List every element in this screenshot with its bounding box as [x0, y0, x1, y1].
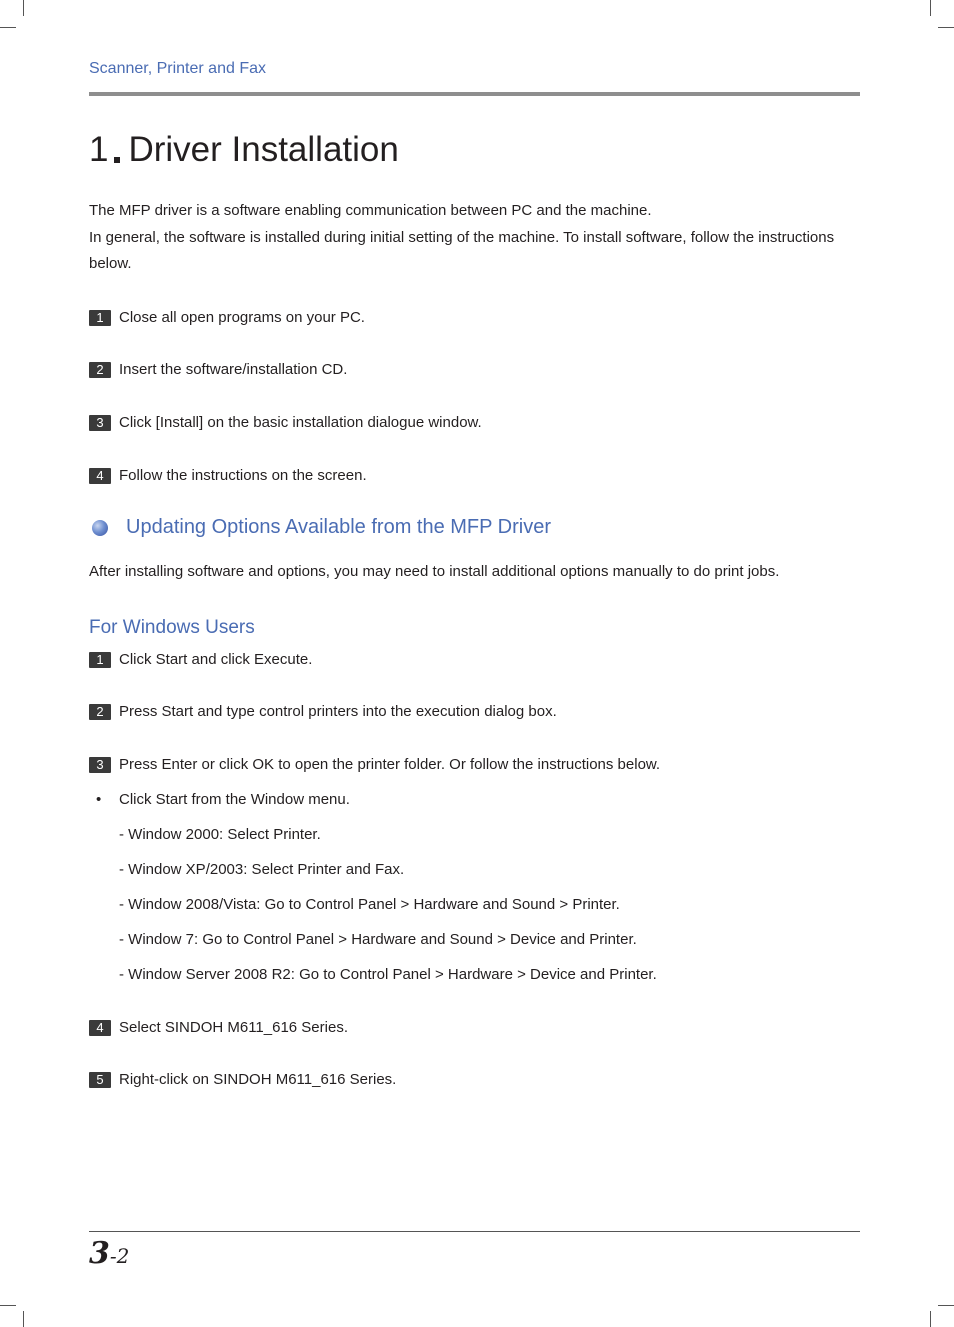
- step-number-badge: 4: [89, 1020, 111, 1036]
- page-number: [89, 1236, 129, 1271]
- sub-item: - Window 2000: Select Printer.: [119, 826, 321, 843]
- section-title: Updating Options Available from the MFP Driver: [126, 516, 552, 538]
- crop-mark: [938, 27, 954, 28]
- chapter-dot: [114, 157, 120, 163]
- section-intro: After installing software and options, you may need to install additional options manually to do print jobs.: [89, 563, 780, 580]
- running-header: Scanner, Printer and Fax: [89, 60, 266, 77]
- crop-mark: [23, 0, 24, 16]
- step-number-badge: 1: [89, 310, 111, 326]
- crop-mark: [23, 1311, 24, 1327]
- crop-mark: [938, 1305, 954, 1306]
- crop-mark: [0, 27, 16, 28]
- bullet-item: [96, 791, 350, 808]
- step-text: Right-click on SINDOH M611_616 Series.: [119, 1071, 397, 1088]
- blue-ball-icon: [92, 520, 108, 536]
- install-step: [89, 309, 365, 326]
- windows-step: [89, 756, 660, 773]
- header-divider: [89, 92, 860, 96]
- step-text: Press Enter or click OK to open the printer folder. Or follow the instructions below.: [119, 756, 661, 773]
- sub-item: - Window XP/2003: Select Printer and Fax.: [119, 861, 405, 878]
- sub-item: - Window Server 2008 R2: Go to Control Panel > Hardware > Device and Printer.: [119, 966, 657, 983]
- page-number-minor: -2: [109, 1244, 130, 1268]
- page-number-major: 3: [89, 1236, 110, 1271]
- step-number-badge: 5: [89, 1072, 111, 1088]
- footer-divider: [89, 1231, 860, 1232]
- windows-step: [89, 703, 557, 720]
- step-number-badge: 2: [89, 704, 111, 720]
- crop-mark: [930, 1311, 931, 1327]
- install-step: [89, 414, 482, 431]
- windows-step: [89, 651, 312, 668]
- install-step: [89, 361, 347, 378]
- step-text: Select SINDOH M611_616 Series.: [119, 1019, 348, 1036]
- section-heading: [89, 516, 551, 539]
- sub-item: - Window 7: Go to Control Panel > Hardware and Sound > Device and Printer.: [119, 931, 637, 948]
- bullet-text: Click Start from the Window menu.: [119, 791, 350, 808]
- intro-line-1: The MFP driver is a software enabling communication between PC and the machine.: [89, 202, 652, 219]
- chapter-title: [89, 130, 399, 170]
- windows-step: [89, 1071, 396, 1088]
- windows-users-heading: For Windows Users: [89, 617, 255, 638]
- step-text: Click Start and click Execute.: [119, 651, 313, 668]
- intro-line-2: In general, the software is installed during initial setting of the machine. To install software, follow the instructions below.: [89, 229, 835, 272]
- step-text: Insert the software/installation CD.: [119, 361, 348, 378]
- chapter-title-text: Driver Installation: [128, 130, 399, 169]
- sub-item: - Window 2008/Vista: Go to Control Panel > Hardware and Sound > Printer.: [119, 896, 620, 913]
- windows-step: [89, 1019, 348, 1036]
- step-number-badge: 4: [89, 468, 111, 484]
- step-number-badge: 2: [89, 362, 111, 378]
- step-number-badge: 3: [89, 415, 111, 431]
- step-text: Close all open programs on your PC.: [119, 309, 365, 326]
- step-number-badge: 3: [89, 757, 111, 773]
- step-text: Follow the instructions on the screen.: [119, 467, 367, 484]
- step-number-badge: 1: [89, 652, 111, 668]
- chapter-number: 1: [89, 130, 109, 169]
- step-text: Click [Install] on the basic installation dialogue window.: [119, 414, 482, 431]
- bullet-mark: •: [96, 791, 102, 808]
- crop-mark: [930, 0, 931, 16]
- step-text: Press Start and type control printers into the execution dialog box.: [119, 703, 557, 720]
- install-step: [89, 467, 367, 484]
- crop-mark: [0, 1305, 16, 1306]
